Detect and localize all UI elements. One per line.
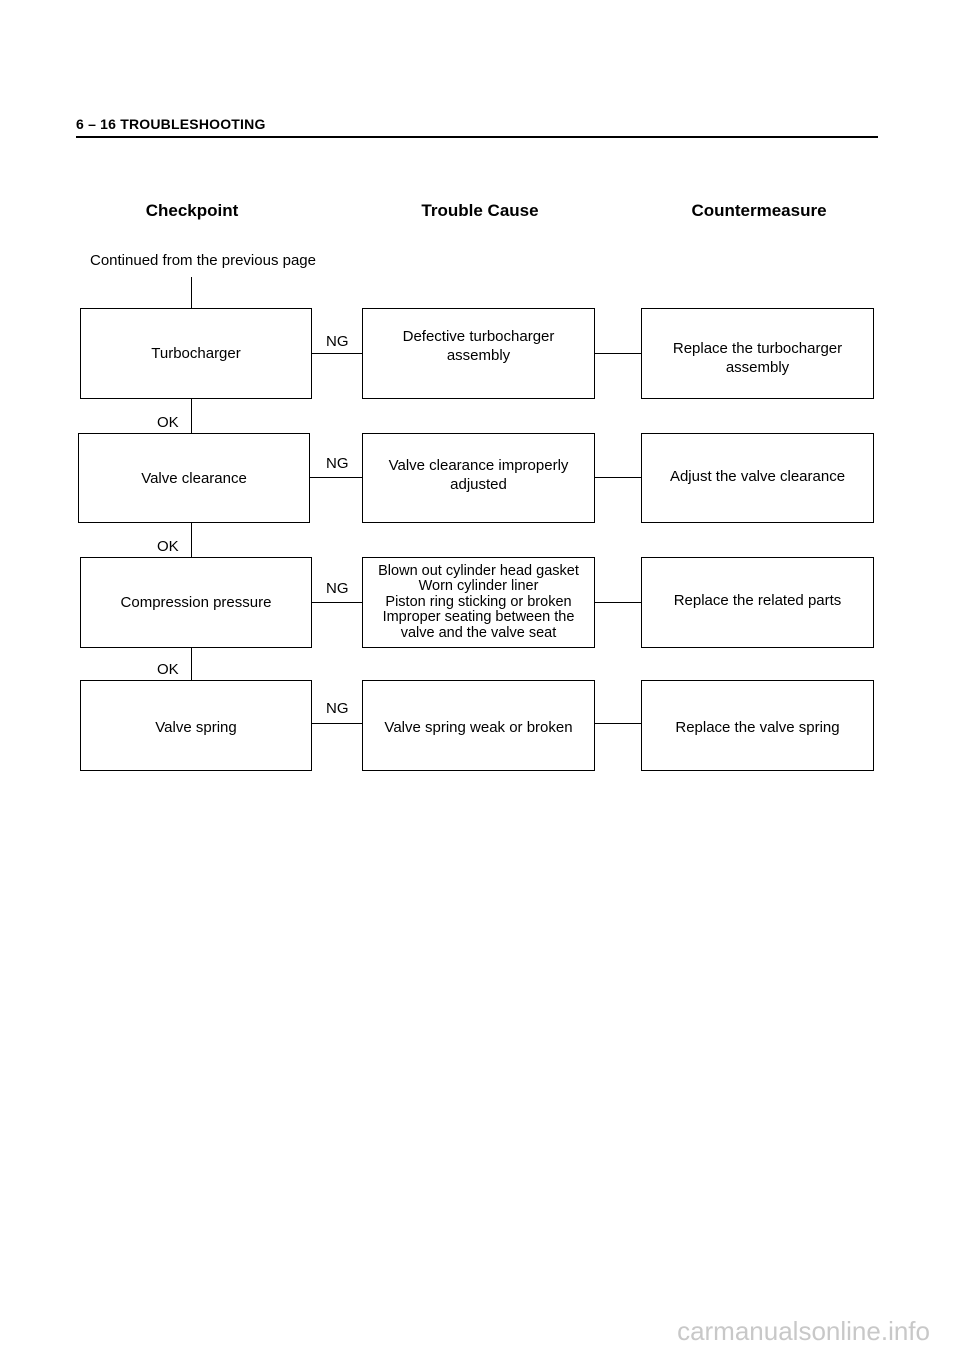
ng-label-1: NG — [326, 333, 349, 350]
measure-connector-1 — [595, 353, 642, 354]
connector-ok-1 — [191, 398, 192, 434]
ng-connector-2 — [310, 477, 362, 478]
countermeasure-box-turbocharger: Replace the turbocharger assembly — [641, 308, 874, 399]
ng-connector-1 — [312, 353, 362, 354]
connector-continued-to-turbocharger — [191, 277, 192, 309]
connector-ok-2 — [191, 523, 192, 558]
cause-box-compression-pressure: Blown out cylinder head gasket Worn cylinder liner Piston ring sticking or broken Improper seating between the valve and the valve seat — [362, 557, 595, 648]
ng-label-4: NG — [326, 700, 349, 717]
ng-label-2: NG — [326, 455, 349, 472]
header-rule — [76, 136, 878, 138]
measure-connector-4 — [595, 723, 642, 724]
page-title: 6 – 16 TROUBLESHOOTING — [76, 116, 266, 132]
countermeasure-box-valve-spring: Replace the valve spring — [641, 680, 874, 771]
connector-ok-3 — [191, 647, 192, 681]
measure-connector-2 — [595, 477, 642, 478]
checkpoint-box-valve-spring: Valve spring — [80, 680, 312, 771]
ng-connector-4 — [312, 723, 362, 724]
column-heading-checkpoint: Checkpoint — [145, 201, 239, 220]
ok-label-3: OK — [157, 661, 179, 678]
ng-connector-3 — [312, 602, 362, 603]
cause-box-valve-clearance: Valve clearance improperly adjusted — [362, 433, 595, 523]
measure-connector-3 — [595, 602, 642, 603]
cause-box-valve-spring: Valve spring weak or broken — [362, 680, 595, 771]
watermark: carmanualsonline.info — [677, 1316, 930, 1346]
countermeasure-box-valve-clearance: Adjust the valve clearance — [641, 433, 874, 523]
continued-from-label: Continued from the previous page — [90, 252, 316, 269]
column-heading-countermeasure: Countermeasure — [691, 201, 827, 220]
ok-label-1: OK — [157, 414, 179, 431]
countermeasure-box-compression-pressure: Replace the related parts — [641, 557, 874, 648]
ok-label-2: OK — [157, 538, 179, 555]
checkpoint-box-valve-clearance: Valve clearance — [78, 433, 310, 523]
checkpoint-box-turbocharger: Turbocharger — [80, 308, 312, 399]
cause-box-turbocharger: Defective turbocharger assembly — [362, 308, 595, 399]
column-heading-trouble-cause: Trouble Cause — [421, 201, 539, 220]
checkpoint-box-compression-pressure: Compression pressure — [80, 557, 312, 648]
ng-label-3: NG — [326, 580, 349, 597]
